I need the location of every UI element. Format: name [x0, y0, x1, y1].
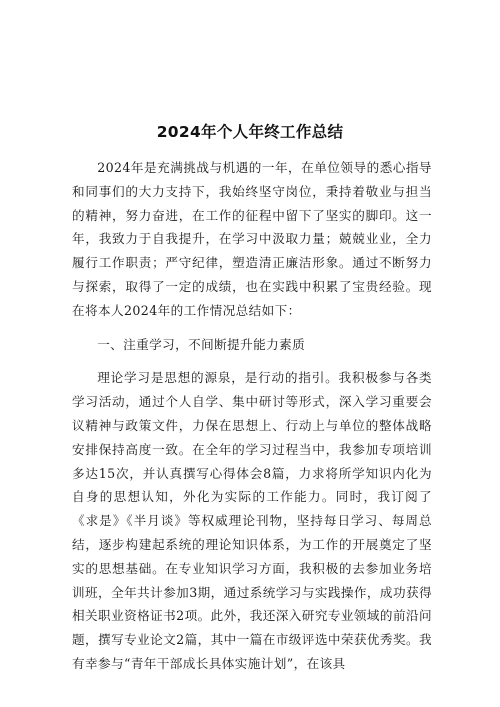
section-heading: 一、注重学习，不间断提升能力素质 [97, 336, 306, 352]
document-title: 2024年个人年终工作总结 [156, 123, 344, 141]
intro-paragraph: 2024年是充满挑战与机遇的一年，在单位领导的悉心指导和同事们的大力支持下，我始终坚守岗位，秉持着敬业与担当的精神，努力奋进，在工作的征程中留下了坚实的脚印。这一年，我致力于自我提升，在学习中汲取力量；兢兢业业，全力履行工作职责；严守纪律，塑造清正廉洁形象。通过不断努力与探索，取得了一定的成绩，也在实践中积累了宝贵经验。现在将本人2024年的工作情况总结如下： [72, 160, 432, 318]
document-body [72, 156, 432, 676]
section-paragraph: 理论学习是思想的源泉，是行动的指引。我积极参与各类学习活动，通过个人自学、集中研讨等形式，深入学习重要会议精神与政策文件，力保在思想上、行动上与单位的整体战略安排保持高度一致。在全年的学习过程当中，我参加专项培训多达15次，并认真撰写心得体会8篇，力求将所学知识内化为自身的思想认知，外化为实际的工作能力。同时，我订阅了《求是》《半月谈》等权威理论刊物，坚持每日学习、每周总结，逐步构建起系统的理论知识体系，为工作的开展奠定了坚实的思想基础。在专业知识学习方面，我积极的去参加业务培训班，全年共计参加3期，通过系统学习与实践操作，成功获得相关职业资格证书2项。此外，我还深入研究专业领域的前沿问题，撰写专业论文2篇，其中一篇在市级评选中荣获优秀奖。我有幸参与“青年干部成长具体实施计划”，在该具 [72, 370, 432, 671]
